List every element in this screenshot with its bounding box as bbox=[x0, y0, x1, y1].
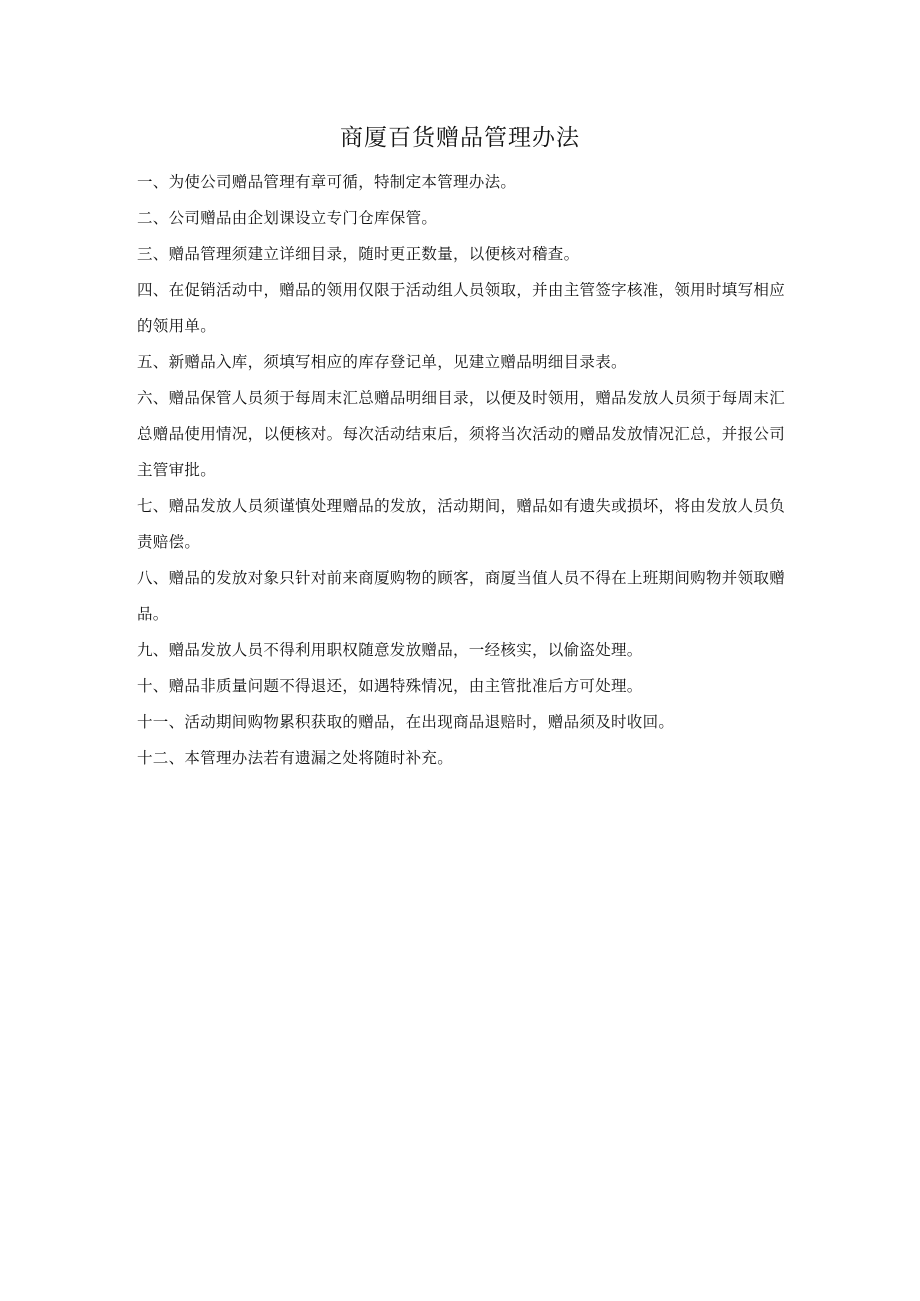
clause-2: 二、公司赠品由企划课设立专门仓库保管。 bbox=[137, 209, 438, 227]
clause-11: 十一、活动期间购物累积获取的赠品，在出现商品退赔时，赠品须及时收回。 bbox=[137, 713, 675, 731]
clause-1: 一、为使公司赠品管理有章可循，特制定本管理办法。 bbox=[137, 173, 517, 191]
clause-list bbox=[137, 164, 785, 776]
clause-7: 七、赠品发放人员须谨慎处理赠品的发放，活动期间，赠品如有遗失或损坏，将由发放人员负责赔偿。 bbox=[137, 497, 785, 551]
clause-4: 四、在促销活动中，赠品的领用仅限于活动组人员领取，并由主管签字核准，领用时填写相应的领用单。 bbox=[137, 281, 785, 335]
clause-12: 十二、本管理办法若有遗漏之处将随时补充。 bbox=[137, 749, 454, 767]
clause-9: 九、赠品发放人员不得利用职权随意发放赠品，一经核实，以偷盗处理。 bbox=[137, 641, 643, 659]
clause-8: 八、赠品的发放对象只针对前来商厦购物的顾客，商厦当值人员不得在上班期间购物并领取赠品。 bbox=[137, 569, 785, 623]
clause-3: 三、赠品管理须建立详细目录，随时更正数量，以便核对稽查。 bbox=[137, 245, 580, 263]
clause-6: 六、赠品保管人员须于每周末汇总赠品明细目录，以便及时领用，赠品发放人员须于每周末汇总赠品使用情况，以便核对。每次活动结束后，须将当次活动的赠品发放情况汇总，并报公司主管审批。 bbox=[137, 389, 785, 479]
document-title: 商厦百货赠品管理办法 bbox=[340, 125, 580, 151]
clause-5: 五、新赠品入库，须填写相应的库存登记单，见建立赠品明细目录表。 bbox=[137, 353, 627, 371]
clause-10: 十、赠品非质量问题不得退还，如遇特殊情况，由主管批准后方可处理。 bbox=[137, 677, 643, 695]
